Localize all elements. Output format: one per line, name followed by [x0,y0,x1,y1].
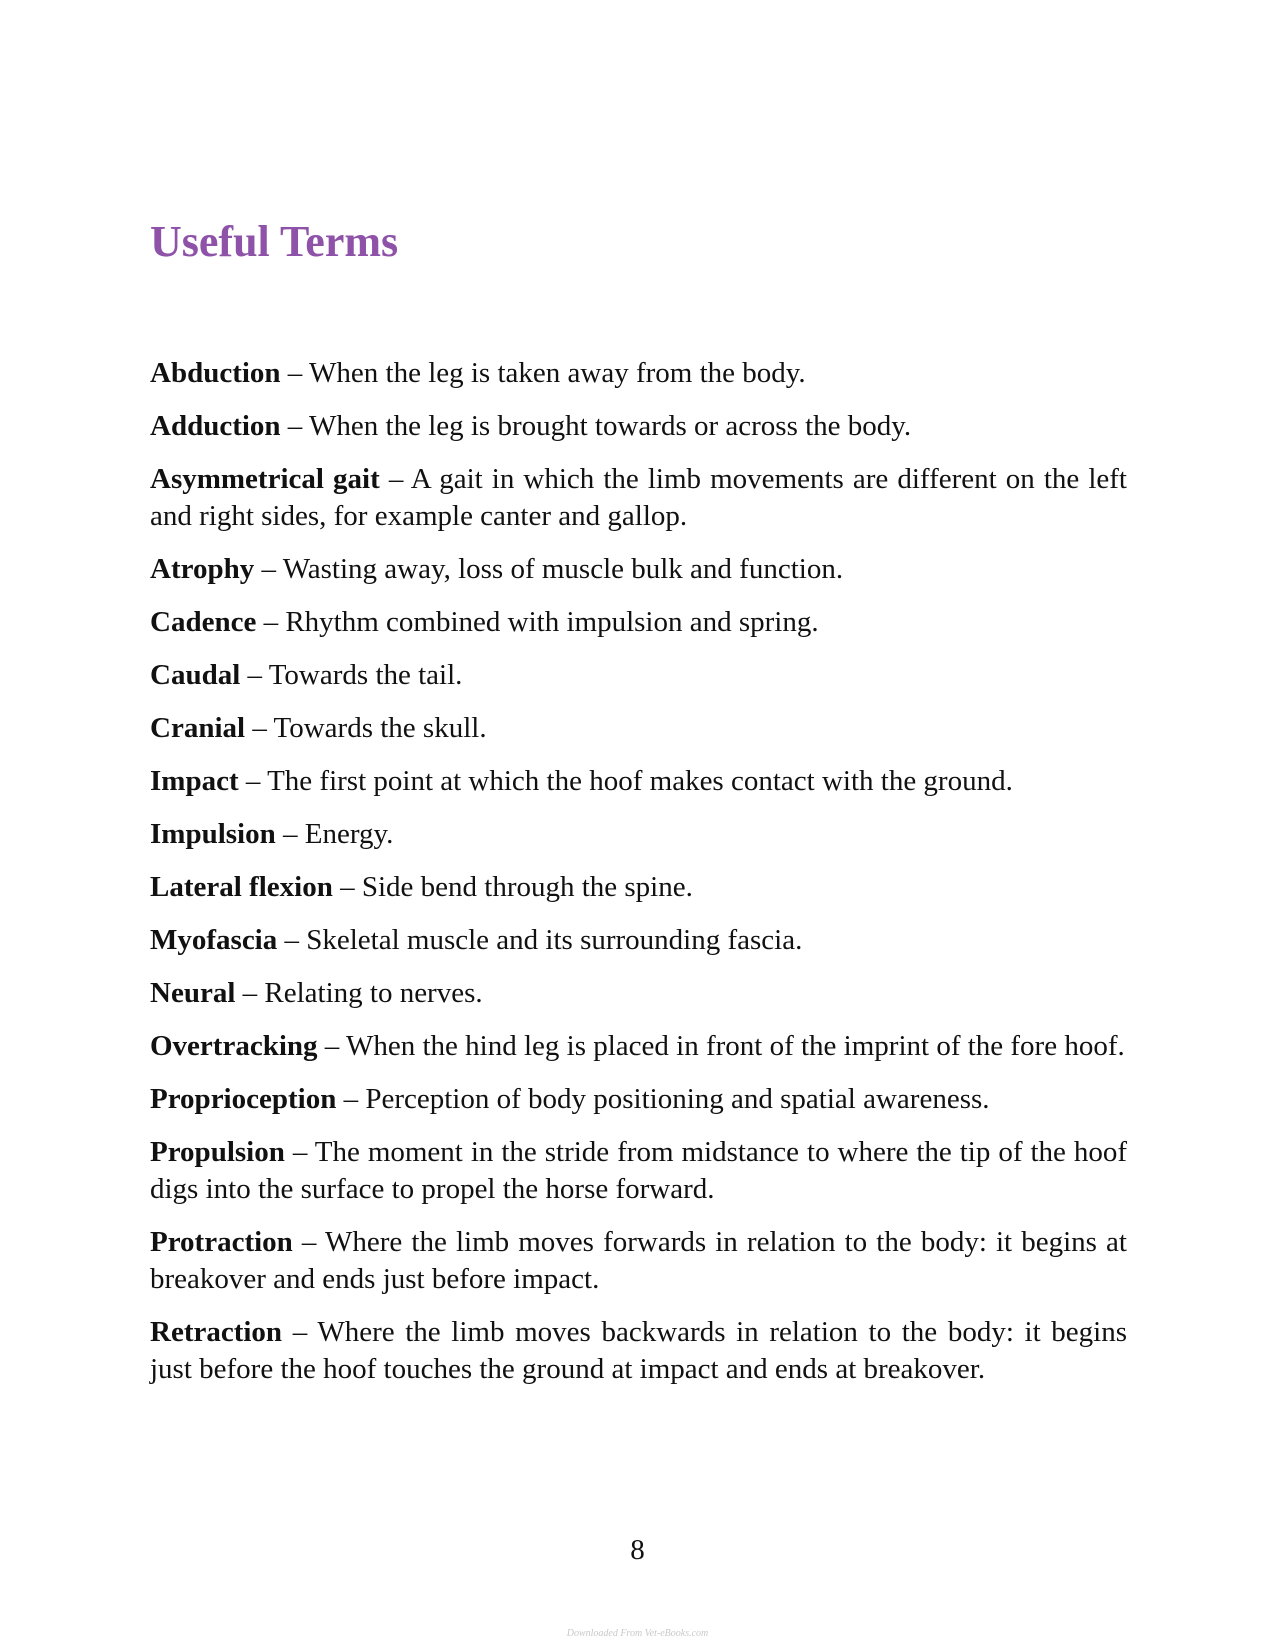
term-definition: – Energy. [275,818,394,850]
term-definition: – Side bend through the spine. [332,871,693,903]
term-definition: – A gait in which the limb movements are different on the left and right sides, for example canter and gallop. [150,463,1127,532]
page-title: Useful Terms [150,217,399,266]
term-definition: – When the hind leg is placed in front of the imprint of the fore hoof. [317,1030,1125,1062]
term-definition: – When the leg is taken away from the body. [280,357,806,389]
term-entry [150,975,1127,1012]
term-name: Retraction [150,1316,283,1348]
term-definition: – Where the limb moves forwards in relation to the body: it begins at breakover and ends just before impact. [150,1226,1127,1295]
term-name: Atrophy [150,553,255,585]
term-entry [150,461,1127,535]
term-definition: – Perception of body positioning and spatial awareness. [336,1083,990,1115]
term-name: Impact [150,765,239,797]
term-definition: – Skeletal muscle and its surrounding fascia. [277,924,803,956]
term-entry [150,1224,1127,1298]
term-definition: – Towards the tail. [240,659,463,691]
term-definition: – Wasting away, loss of muscle bulk and function. [254,553,844,585]
term-entry [150,355,1127,392]
term-name: Caudal [150,659,241,691]
terms-list [150,355,1127,1404]
term-name: Overtracking [150,1030,318,1062]
term-name: Abduction [150,357,281,389]
term-name: Myofascia [150,924,278,956]
term-entry [150,869,1127,906]
term-entry [150,1081,1127,1118]
term-definition: – Rhythm combined with impulsion and spring. [256,606,819,638]
term-definition: – The moment in the stride from midstance to where the tip of the hoof digs into the surface to propel the horse forward. [150,1136,1127,1205]
term-name: Neural [150,977,236,1009]
term-entry [150,1134,1127,1208]
term-name: Lateral flexion [150,871,333,903]
term-name: Asymmetrical gait [150,463,380,495]
term-entry [150,1314,1127,1388]
page-number: 8 [630,1534,645,1566]
term-entry [150,408,1127,445]
term-definition: – The first point at which the hoof makes contact with the ground. [238,765,1013,797]
term-name: Cadence [150,606,257,638]
term-name: Cranial [150,712,246,744]
term-name: Propulsion [150,1136,285,1168]
term-definition: – Towards the skull. [245,712,487,744]
term-definition: – Where the limb moves backwards in relation to the body: it begins just before the hoof touches the ground at impact and ends at breakover. [150,1316,1127,1385]
term-entry [150,551,1127,588]
term-name: Protraction [150,1226,293,1258]
term-definition: – When the leg is brought towards or across the body. [280,410,912,442]
term-entry [150,1028,1127,1065]
term-name: Proprioception [150,1083,337,1115]
term-name: Adduction [150,410,281,442]
term-definition: – Relating to nerves. [235,977,483,1009]
term-name: Impulsion [150,818,276,850]
term-entry [150,710,1127,747]
term-entry [150,604,1127,641]
term-entry [150,816,1127,853]
watermark: Downloaded From Vet-eBooks.com [566,1628,709,1639]
term-entry [150,763,1127,800]
term-entry [150,922,1127,959]
term-entry [150,657,1127,694]
